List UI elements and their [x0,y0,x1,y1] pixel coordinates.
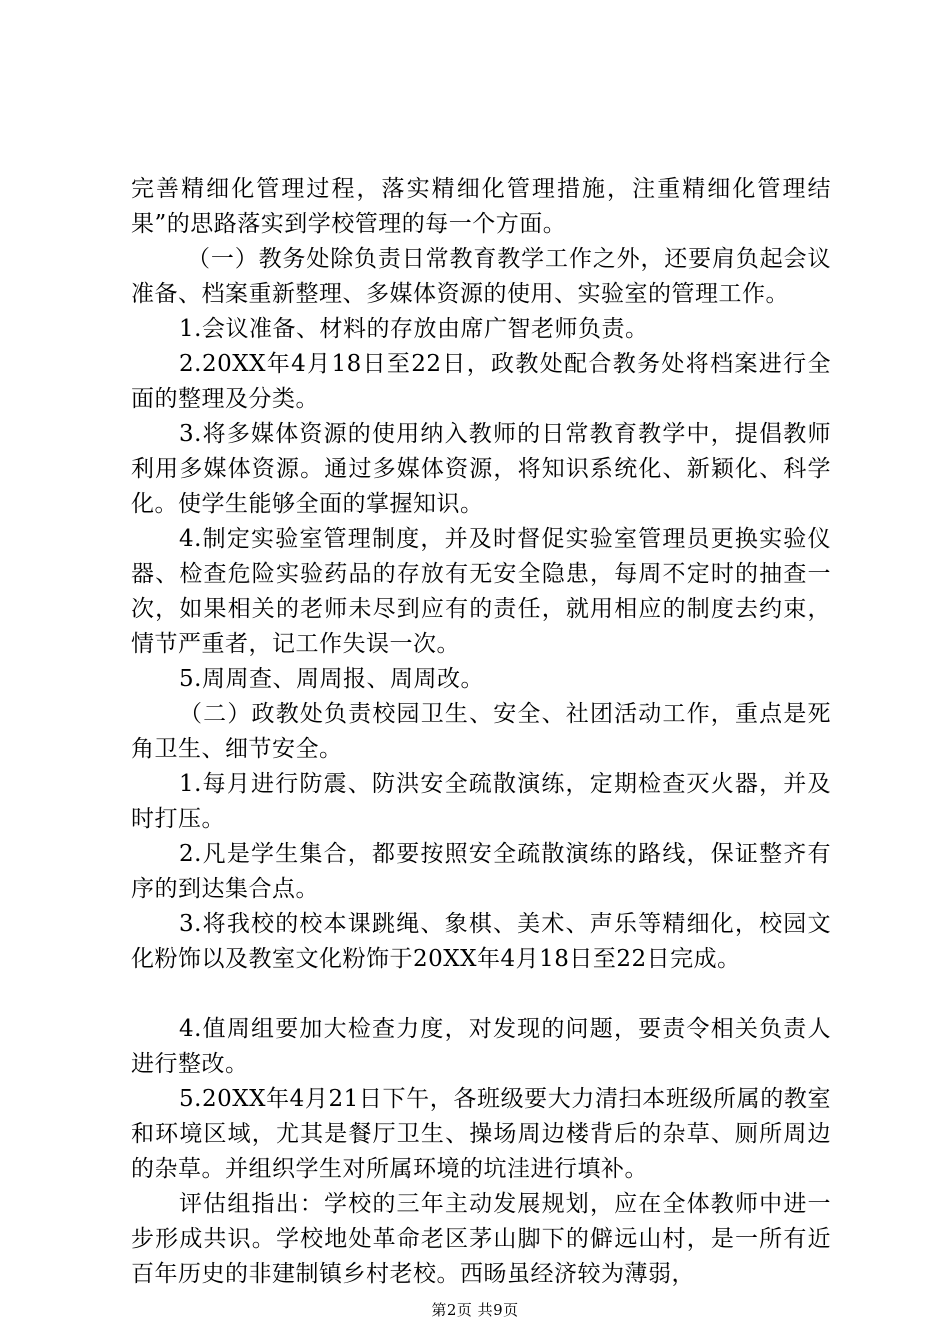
paragraph-section-two: （二）政教处负责校园卫生、安全、社团活动工作，重点是死角卫生、细节安全。 [131,701,831,762]
paragraph-continuation: 完善精细化管理过程，落实精细化管理措施，注重精细化管理结果”的思路落实到学校管理的每一个方面。 [131,176,831,237]
paragraph-item-1b: 1.每月进行防震、防洪安全疏散演练，定期检查灭火器，并及时打压。 [131,771,831,832]
paragraph-item-2b: 2.凡是学生集合，都要按照安全疏散演练的路线，保证整齐有序的到达集合点。 [131,841,831,902]
paragraph-item-1: 1.会议准备、材料的存放由席广智老师负责。 [179,316,649,342]
paragraph-item-3: 3.将多媒体资源的使用纳入教师的日常教育教学中，提倡教师利用多媒体资源。通过多媒体资源，将知识系统化、新颖化、科学化。使学生能够全面的掌握知识。 [131,421,831,517]
paragraph-evaluation: 评估组指出：学校的三年主动发展规划，应在全体教师中进一步形成共识。学校地处革命老区茅山脚下的僻远山村，是一所有近百年历史的非建制镇乡村老校。西旸虽经济较为薄弱， [131,1191,831,1287]
paragraph-section-one: （一）教务处除负责日常教育教学工作之外，还要肩负起会议准备、档案重新整理、多媒体资源的使用、实验室的管理工作。 [131,246,831,307]
paragraph-item-5: 5.周周查、周周报、周周改。 [179,666,484,692]
paragraph-item-4: 4.制定实验室管理制度，并及时督促实验室管理员更换实验仪器、检查危险实验药品的存放有无安全隐患，每周不定时的抽查一次，如果相关的老师未尽到应有的责任，就用相应的制度去约束，情节严重者，记工作失误一次。 [131,526,831,657]
document-body [131,172,831,1292]
paragraph-item-4b: 4.值周组要加大检查力度，对发现的问题，要责令相关负责人进行整改。 [131,1016,831,1077]
page-number-footer: 第2页 共9页 [431,1301,519,1319]
paragraph-item-3b: 3.将我校的校本课跳绳、象棋、美术、声乐等精细化，校园文化粉饰以及教室文化粉饰于20XX年4月18日至22日完成。 [131,911,831,972]
paragraph-item-5b: 5.20XX年4月21日下午，各班级要大力清扫本班级所属的教室和环境区域，尤其是餐厅卫生、操场周边楼背后的杂草、厕所周边的杂草。并组织学生对所属环境的坑洼进行填补。 [131,1086,831,1182]
paragraph-item-2: 2.20XX年4月18日至22日，政教处配合教务处将档案进行全面的整理及分类。 [131,351,831,412]
